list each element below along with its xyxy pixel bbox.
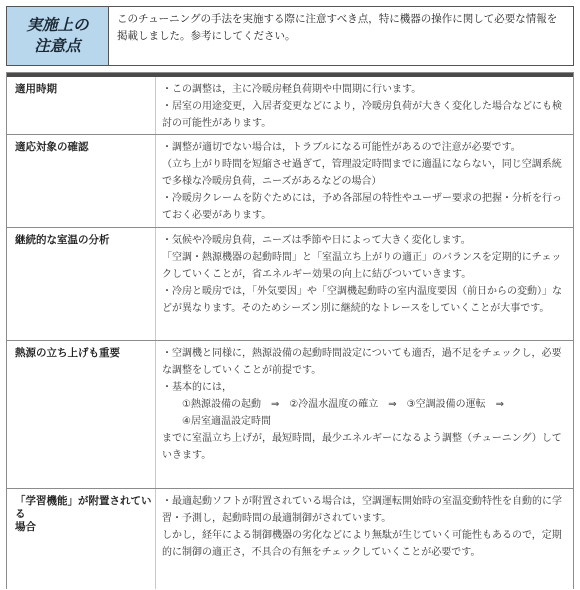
row-label: 適応対象の確認 [7,135,156,227]
row-label: 熱源の立ち上げも重要 [7,341,156,488]
row-text: ・冷房と暖房では，「外気要因」や「空調機起動時の室内温度要因（前日からの変動）」などが異なります。そのためシーズン別に継続的なトレースをしていくことが大事です。 [162,286,562,314]
row-text: 「空調・熱源機器の起動時間」と「室温立ち上がりの適正」のバランスを定期的にチェックしていくことが，省エネルギー効果の向上に結びついていきます。 [162,252,562,280]
table-row-heat-source [7,341,573,489]
row-text: ・調整が適切でない場合は，トラブルになる可能性があるので注意が必要です。 [162,142,521,153]
row-text: ・居室の用途変更，入居者変更などにより，冷暖房負荷が大きく変化した場合などにも検討の可能性があります。 [162,101,562,129]
header-description: このチューニングの手法を実施する際に注意すべき点，特に機器の操作に関して必要な情報を掲載しました。参考にしてください。 [117,13,558,42]
row-content [156,77,573,134]
row-text: ④居室適温設定時間 [182,416,271,427]
row-text: ・気候や冷暖房負荷，ニーズは季節や日によって大きく変化します。 [162,235,471,246]
row-content [156,135,573,227]
row-text: までに室温立ち上げが，最短時間，最少エネルギーになるよう調整（チューニング）していきます。 [162,433,562,461]
row-text: ・最適起動ソフトが附置されている場合は，空調運転開始時の室温変動特性を自動的に学習・予測し，起動時間の最適制御がされています。 [162,496,562,524]
header-tag-label: 実施上の 注意点 [26,16,89,55]
notes-header [6,6,574,66]
row-label: 「学習機能」が附置されている 場合 [7,489,156,589]
notes-table [6,72,574,589]
row-text: ・空調機と同様に，熱源設備の起動時間設定についても適否，過不足をチェックし，必要な調整をしていくことが前提です。 [162,348,562,376]
row-text: ・冷暖房クレームを防ぐためには，予め各部屋の特性やユーザー要求の把握・分析を行っておく必要があります。 [162,193,562,221]
table-row-target-check [7,135,573,228]
row-text: ・この調整は，主に冷暖房軽負荷期や中間期に行います。 [162,84,422,95]
row-text: ①熱源設備の起動 ⇒ ②冷温水温度の確立 ⇒ ③空調設備の運転 ⇒ [182,399,505,410]
row-content [156,341,573,488]
header-tag [7,7,109,65]
row-text: （立ち上がり時間を短縮させ過ぎて，管理設定時間までに適温にならない，同じ空調系統で多様な冷暖房負荷，ニーズがあるなどの場合） [162,159,562,187]
row-label: 継続的な室温の分析 [7,228,156,340]
row-label: 適用時期 [7,77,156,134]
table-row-learning-function [7,489,573,589]
row-content [156,228,573,340]
table-row-continuous-analysis [7,228,573,341]
row-text: ・基本的には， [162,382,232,393]
row-text: しかし，経年による制御機器の劣化などにより無駄が生じていく可能性もあるので，定期的に制御の適正さ，不具合の有無をチェックしていくことが必要です。 [162,530,562,558]
row-content [156,489,573,589]
table-row-application-period [7,77,573,135]
